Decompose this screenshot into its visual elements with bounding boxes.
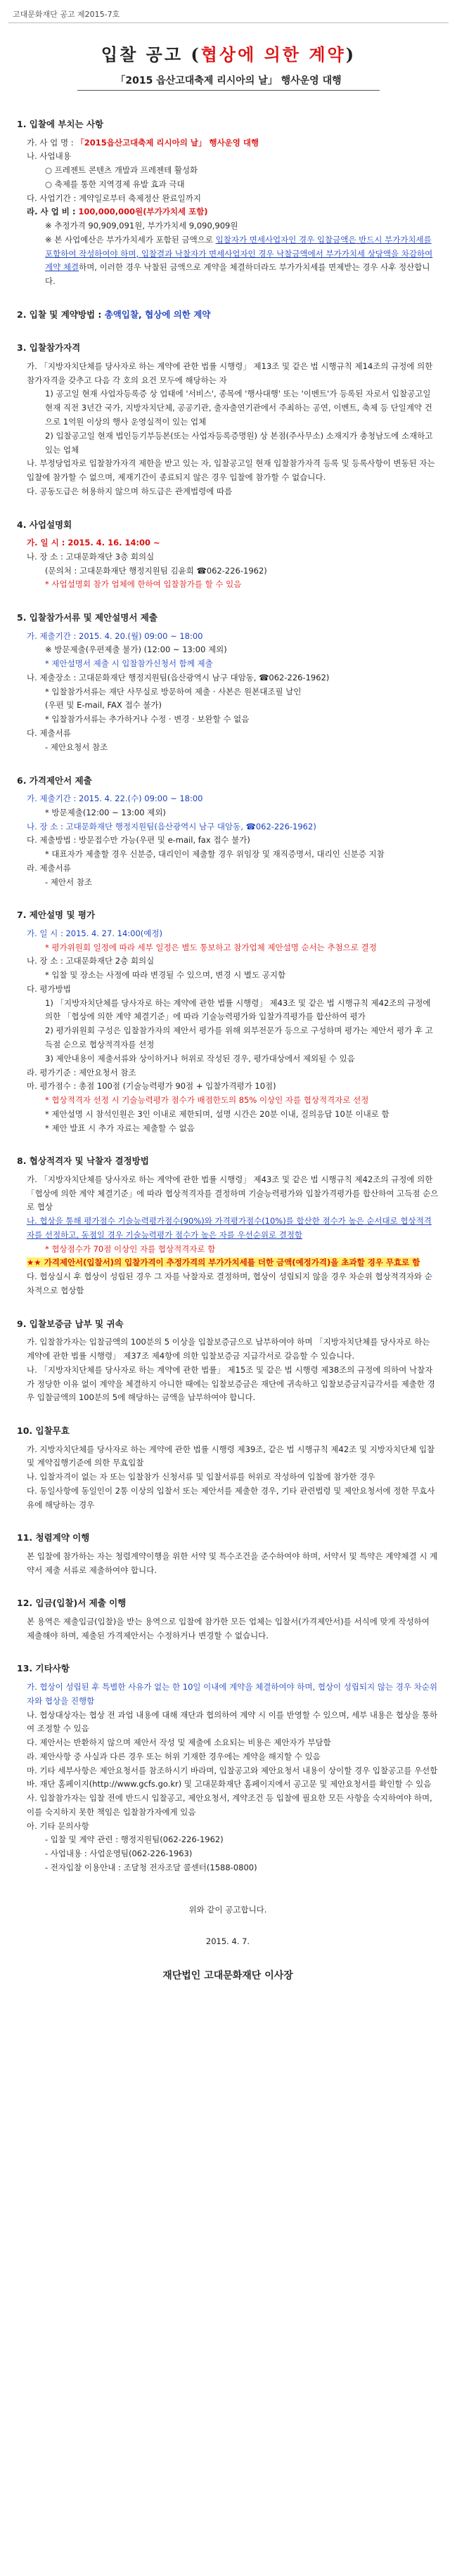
presentation-place: 나. 장 소 : 고대문화재단 2층 회의실 xyxy=(27,956,155,966)
section-13 xyxy=(17,1661,439,1875)
section-title: 11. 청렴계약 이행 xyxy=(17,1532,90,1543)
list-item: 나. 입찰자격이 없는 자 또는 입찰참가 신청서류 및 입찰서류를 허위로 작성하여 입찰에 참가한 경우 xyxy=(27,1472,375,1482)
briefing-date: 가. 일 시 : 2015. 4. 16. 14:00 ~ xyxy=(27,538,160,548)
list-item: 다. 협상실시 후 협상이 성립된 경우 그 자를 낙찰자로 결정하며, 협상이 성립되지 않을 경우 차순위 협상적격자와 순차적으로 협상함 xyxy=(27,1271,432,1295)
list-item: 1) 「지방자치단체를 당사자로 하는 계약에 관한 법률 시행령」 제43조 및 같은 법 시행규칙 제42조의 규정에 의한 「협상에 의한 계약 체결기준」에 따라 기술능력평가와 입찰가격평가를 합산하여 평가 xyxy=(45,997,431,1022)
list-item: 본 입찰에 참가하는 자는 청렴계약이행을 위한 서약 및 특수조건을 준수하여야 하며, 서약서 및 특약은 계약체결 시 계약서 제출 서류로 제출하여야 합니다. xyxy=(27,1551,438,1575)
price-place: 나. 장 소 : 고대문화재단 행정지원팀(읍산광역시 남구 대암동, ☎062-226-1962) xyxy=(27,821,316,831)
price-note: * 방문제출(12:00 ~ 13:00 제외) xyxy=(45,807,166,817)
section-8 xyxy=(17,1153,439,1297)
evaluation-method: 다. 평가방법 xyxy=(27,983,71,994)
vat-note: ※ 본 사업예산은 부가가치세가 포함된 금액으로 입찰자가 면세사업자인 경우 입찰금액은 반드시 부가가치세를 포함하여 작성하여야 하며, 입찰결과 낙찰자가 면세사업자인 경우 낙찰금액에서 부가가치세 상당액을 차감하여 계약 체결하며, 이러한 경우 낙찰된 금액으로 계약을 체결하더라도 부가가치세를 면제받는 경우 사후 정산합니다. xyxy=(45,234,433,287)
subtitle-underline xyxy=(77,90,380,91)
page-subtitle: 「2015 읍산고대축제 리시아의 날」 행사운영 대행 xyxy=(115,75,342,86)
page-title xyxy=(0,41,457,65)
submission-docs-note: - 제안요청서 참조 xyxy=(45,742,108,752)
briefing-contact: (문의처 : 고대문화재단 행정지원팀 김윤희 ☎062-226-1962) xyxy=(45,565,267,576)
submission-docs: 다. 제출서류 xyxy=(27,728,71,738)
list-item: 가. 협상이 성립된 후 특별한 사유가 없는 한 10일 이내에 계약을 체결하여야 하며, 협상이 성립되지 않는 경우 차순위자와 협상을 진행함 xyxy=(27,1681,437,1706)
list-item: 3) 제안내용이 제출서류와 상이하거나 허위로 작성된 경우, 평가대상에서 제외될 수 있음 xyxy=(45,1053,355,1063)
list-item: 마. 기타 세부사항은 제안요청서를 참조하시기 바라며, 입찰공고와 제안요청서 내용이 상이할 경우 입찰공고를 우선함 xyxy=(27,1765,438,1775)
section-title: 13. 기타사항 xyxy=(17,1663,70,1674)
list-item: 1) 공고일 현재 사업자등록증 상 업태에 '서비스', 종목에 '행사대행' 또는 '이벤트'가 등록된 자로서 입찰공고일 현재 직전 3년간 국가, 지방자치단체, 공공기관, 출자출연기관에서 주최하는 공연, 이벤트, 축제 등 단일계약 건으로 1억원 이상의 행사 운영실적이 있는 업체 xyxy=(45,389,432,427)
section-title: 5. 입찰참가서류 및 제안설명서 제출 xyxy=(17,612,157,623)
list-item: 2) 평가위원회 구성은 입찰참가자의 제안서 평가를 위해 외부전문가 등으로 구성하며 평가는 제안서 평가 후 고득점 순으로 협상적격자를 선정 xyxy=(45,1025,433,1050)
list-item: 다. 공동도급은 허용하지 않으며 하도급은 관계법령에 따름 xyxy=(27,486,233,496)
list-item: * 제안 발표 시 추가 자료는 제출할 수 없음 xyxy=(45,1122,195,1133)
price-method-note: * 대표자가 제출할 경우 신분증, 대리인이 제출할 경우 위임장 및 재직증명서, 대리인 신분증 지참 xyxy=(45,849,385,860)
list-item: 나. 협상을 통해 평가점수 기술능력평가점수(90%)와 가격평가점수(10%)를 합산한 점수가 높은 순서대로 협상적격자를 선정하고, 동점일 경우 기술능력평가 점수가 높은 자를 우선순위로 결정함 xyxy=(27,1216,432,1240)
submission-note: * 입찰참가서류는 재단 사무실로 방문하여 제출 · 사본은 원본대조필 날인 xyxy=(45,686,302,697)
list-item: 본 용역은 제출입금(입찰)을 받는 용역으로 입찰에 참가한 모든 업체는 입찰서(가격제안서)를 서식에 맞게 작성하여 제출해야 하며, 제출된 가격제안서는 수정하거나 변경할 수 없습니다. xyxy=(27,1616,430,1640)
signer: 재단법인 고대문화재단 이사장 xyxy=(162,1970,293,1982)
notice-date: 2015. 4. 7. xyxy=(205,1936,250,1947)
list-item: 가. 지방자치단체를 당사자로 하는 계약에 관한 법률 시행령 제39조, 같은 법 시행규칙 제42조 및 지방자치단체 입찰 및 계약집행기준에 의한 무효입찰 xyxy=(27,1444,435,1468)
contact-item: - 사업내용 : 사업운영팀(062-226-1963) xyxy=(45,1849,193,1859)
section-12 xyxy=(17,1596,439,1643)
project-content-item: ○ 프레젠트 콘텐츠 개발과 프레젠테 활성화 xyxy=(45,165,198,176)
section-10 xyxy=(17,1423,439,1512)
list-item: 나. 부정당업자로 입찰참가자격 제한을 받고 있는 자, 입찰공고일 현재 입찰참가자격 등록 및 등록사항이 변동된 자는 입찰에 참가할 수 없으며, 제재기간이 종료되지 않은 경우 입찰에 참가할 수 없습니다. xyxy=(27,458,435,483)
section-title: 3. 입찰참가자격 xyxy=(17,342,81,354)
notice-number: 고대문화재단 공고 제2015-7호 xyxy=(13,10,120,19)
section-9 xyxy=(17,1316,439,1405)
submission-note: (우편 및 E-mail, FAX 접수 불가) xyxy=(45,700,162,711)
section-title: 12. 입금(입찰)서 제출 이행 xyxy=(17,1598,127,1609)
project-name: 가. 사 업 명 : 「2015읍산고대축제 리시아의 날」 행사운영 대행 xyxy=(27,137,259,148)
section-title: 8. 협상적격자 및 낙찰자 결정방법 xyxy=(17,1156,149,1167)
section-title: 4. 사업설명회 xyxy=(17,519,72,530)
section-title: 1. 입찰에 부치는 사항 xyxy=(17,119,104,129)
section-11 xyxy=(17,1530,439,1577)
submission-visit: ※ 방문제출(우편제출 불가) (12:00 ~ 13:00 제외) xyxy=(45,645,227,655)
presentation-place-note: * 입찰 및 장소는 사정에 따라 변경될 수 있으며, 변경 시 별도 공지함 xyxy=(45,970,286,980)
section-1 xyxy=(17,117,439,289)
price-method: 다. 제출방법 : 방문접수만 가능(우편 및 e-mail, fax 접수 불가) xyxy=(27,835,250,846)
submission-place: 나. 제출장소 : 고대문화재단 행정지원팀(읍산광역시 남구 대암동, ☎062-226-1962) xyxy=(27,672,330,682)
list-item: 가. 입찰참가자는 입찰금액의 100분의 5 이상을 입찰보증금으로 납부하여야 하며 「지방자치단체를 당사자로 하는 계약에 관한 법률 시행령」 제37조 제4항에 의한 입찰보증금 지급각서로 갈음할 수 있습니다. xyxy=(27,1337,430,1361)
project-content-item: ○ 축제를 통한 지역경제 유발 효과 극대 xyxy=(45,179,185,189)
section-7 xyxy=(17,907,439,1135)
title-contract-type: 협상에 의한 계약 xyxy=(200,44,346,65)
section-2 xyxy=(17,307,439,323)
list-item: * 제안설명 시 참석인원은 3인 이내로 제한되며, 설명 시간은 20분 이내, 질의응답 10분 이내로 함 xyxy=(45,1108,390,1119)
section-3 xyxy=(17,340,439,498)
section-title: 10. 입찰무효 xyxy=(17,1425,70,1437)
price-date: 가. 제출기간 : 2015. 4. 22.(수) 09:00 ~ 18:00 xyxy=(27,794,203,804)
presentation-order: * 평가위원회 일정에 따라 세부 일정은 별도 통보하고 참가업체 제안설명 순서는 추첨으로 결정 xyxy=(45,942,377,952)
list-item: 아. 기타 문의사항 xyxy=(27,1820,89,1831)
list-item: 바. 재단 홈페이지(http://www.gcfs.go.kr) 및 고대문화재단 홈페이지에서 공고문 및 제안요청서를 확인할 수 있음 xyxy=(27,1779,432,1789)
list-item: 사. 입찰참가자는 입찰 전에 반드시 입찰공고, 제안요청서, 계약조건 등 입찰에 필요한 모든 사항을 숙지하여야 하며, 이를 숙지하지 못한 책임은 입찰참가자에게 있음 xyxy=(27,1793,432,1817)
list-item: 가. 「지방자치단체를 당사자로 하는 계약에 관한 법률 시행령」 제13조 및 같은 법 시행규칙 제14조의 규정에 의한 참가자격을 갖추고 다음 각 호의 요건 모두에 해당하는 자 xyxy=(27,361,433,385)
title-prefix: 입찰 공고 ( xyxy=(101,44,201,65)
closing-text: 위와 같이 공고합니다. xyxy=(188,1904,267,1915)
submission-date: 가. 제출기간 : 2015. 4. 20.(월) 09:00 ~ 18:00 xyxy=(27,630,203,641)
list-item: 다. 동일사항에 동일인이 2통 이상의 입찰서 또는 제안서를 제출한 경우, 기타 관련법령 및 제안요청서에 정한 무효사유에 해당하는 경우 xyxy=(27,1485,435,1510)
project-content-label: 나. 사업내용 xyxy=(27,151,71,162)
presentation-date: 가. 일 시 : 2015. 4. 27. 14:00(예정) xyxy=(27,928,162,938)
list-item: 다. 제안서는 반환하지 않으며 제안서 작성 및 제출에 소요되는 비용은 제안자가 부담함 xyxy=(27,1737,331,1748)
list-item: * 협상점수가 70점 이상인 자를 협상적격자로 함 xyxy=(45,1243,216,1254)
list-item: 마. 평가점수 : 총점 100점 (기술능력평가 90점 + 입찰가격평가 10점) xyxy=(27,1081,276,1092)
list-item: * 협상적격자 선정 시 기술능력평가 점수가 배점한도의 85% 이상인 자를 협상적격자로 선정 xyxy=(45,1095,369,1106)
list-item: 나. 「지방자치단체를 당사자로 하는 계약에 관한 법률」 제15조 및 같은 법 시행령 제38조의 규정에 의하여 낙찰자가 정당한 이유 없이 계약을 체결하지 아니한 때에는 입찰보증금은 재단에 귀속하고 입찰보증금지급각서를 제출한 경우 입찰금액의 100분의 5에 해당하는 금액을 납부하여야 합니다. xyxy=(27,1364,435,1403)
price-docs: 라. 제출서류 xyxy=(27,862,71,873)
briefing-note: * 사업설명회 참가 업체에 한하여 입찰참가를 할 수 있음 xyxy=(45,579,242,590)
section-title: 7. 제안설명 및 평가 xyxy=(17,910,96,921)
list-item: 2) 입찰공고일 현재 법인등기부등본(또는 사업자등록증명원) 상 본점(주사무소) 소재지가 충청남도에 소재하고 있는 업체 xyxy=(45,430,433,455)
contact-item: - 입찰 및 계약 관련 : 행정지원팀(062-226-1962) xyxy=(45,1834,224,1845)
list-item: 라. 평가기준 : 제안요청서 참조 xyxy=(27,1067,136,1077)
title-suffix: ) xyxy=(345,44,356,65)
contact-item: - 전자입찰 이용안내 : 조달청 전자조달 콜센터(1588-0800) xyxy=(45,1862,257,1872)
section-4 xyxy=(17,517,439,593)
list-item: 나. 협상대상자는 협상 전 과업 내용에 대해 재단과 협의하여 계약 시 이를 반영할 수 있으며, 세부 내용은 협상을 통하여 조정할 수 있음 xyxy=(27,1709,438,1734)
submission-note: * 입찰참가서류는 추가하거나 수정 · 변경 · 보완할 수 없음 xyxy=(45,714,250,725)
section-title: 2. 입찰 및 계약방법 : 총액입찰, 협상에 의한 계약 xyxy=(17,309,211,320)
price-docs-note: - 제안서 참조 xyxy=(45,876,93,887)
budget-detail: ※ 추정가격 90,909,091원, 부가가치세 9,090,909원 xyxy=(45,221,238,231)
list-item: ★★ 가격제안서(입찰서)의 입찰가격이 추정가격의 부가가치세를 더한 금액(예정가격)을 초과할 경우 무효로 함 xyxy=(27,1257,420,1268)
list-item: 가. 「지방자치단체를 당사자로 하는 계약에 관한 법률 시행령」 제43조 및 같은 법 시행규칙 제42조의 규정에 의한 「협상에 의한 계약 체결기준」에 따라 협상적격자를 결정하며 기술능력평가와 입찰가격평가를 합산하여 고득점 순으로 협상 xyxy=(27,1174,439,1212)
list-item: 라. 제안사항 중 사실과 다른 경우 또는 허위 기재한 경우에는 계약을 해지할 수 있음 xyxy=(27,1751,321,1761)
section-6 xyxy=(17,773,439,890)
project-period: 다. 사업기간 : 계약일로부터 축제정산 완료일까지 xyxy=(27,193,201,203)
section-title: 6. 가격제안서 제출 xyxy=(17,775,92,786)
briefing-place: 나. 장 소 : 고대문화재단 3층 회의실 xyxy=(27,551,155,562)
section-title: 9. 입찰보증금 납부 및 귀속 xyxy=(17,1318,124,1329)
header-divider xyxy=(8,22,449,23)
submission-forms: * 제안설명서 제출 시 입찰참가신청서 함께 제출 xyxy=(45,659,213,669)
project-budget: 라. 사 업 비 : 100,000,000원(부가가치세 포함) xyxy=(27,207,208,217)
notice-body xyxy=(17,98,439,1984)
section-5 xyxy=(17,610,439,754)
